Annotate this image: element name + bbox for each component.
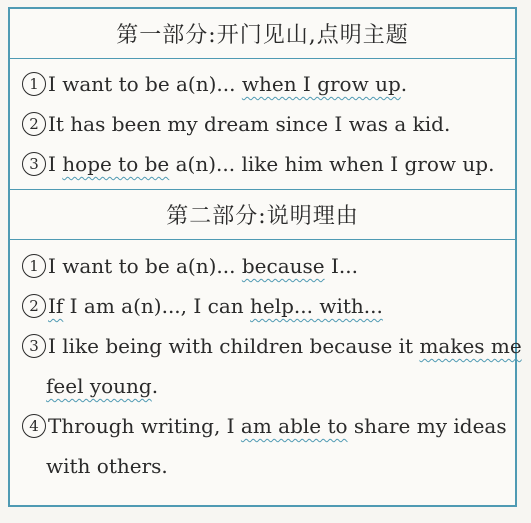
part1-body	[10, 64, 515, 190]
part1-item-3	[10, 144, 515, 184]
part2-item-4	[10, 406, 515, 446]
key-phrase: makes me	[419, 334, 522, 358]
part1-header	[10, 9, 515, 59]
key-phrase: am able to	[240, 414, 348, 438]
circled-number: 3	[22, 152, 46, 176]
item-text: It has been my dream since I was a kid.	[48, 112, 451, 136]
item-text: with others.	[46, 454, 168, 478]
key-phrase: because	[241, 254, 325, 278]
circled-number: 1	[22, 254, 46, 278]
item-text: I...	[324, 254, 358, 278]
key-phrase: help... with...	[250, 294, 383, 318]
part1-title: 第一部分:开门见山,点明主题	[116, 23, 409, 48]
key-phrase: hope to be	[62, 152, 170, 176]
item-text: Through writing, I	[48, 414, 241, 438]
circled-number: 2	[22, 294, 46, 318]
item-text: .	[151, 374, 159, 398]
part2-item-4-continued	[10, 446, 515, 486]
item-text: I want to be a(n)...	[48, 254, 242, 278]
part2-body	[10, 246, 522, 486]
item-text: I am a(n)..., I can	[63, 294, 250, 318]
item-text: share my ideas	[347, 414, 507, 438]
part1-item-2	[10, 104, 515, 144]
part2-item-1	[10, 246, 515, 286]
part2-header	[10, 190, 515, 240]
item-text: I want to be a(n)...	[48, 72, 242, 96]
item-text: I	[48, 152, 63, 176]
circled-number: 3	[22, 334, 46, 358]
circled-number: 1	[22, 72, 46, 96]
key-phrase: If	[48, 294, 64, 318]
circled-number: 2	[22, 112, 46, 136]
part2-item-2	[10, 286, 515, 326]
circled-number: 4	[22, 414, 46, 438]
key-phrase: feel young	[46, 374, 152, 398]
item-text: .	[400, 72, 408, 96]
part2-item-3-continued	[10, 366, 515, 406]
part2-title: 第二部分:说明理由	[166, 204, 359, 229]
part1-item-1	[10, 64, 515, 104]
item-text: a(n)... like him when I grow up.	[169, 152, 495, 176]
key-phrase: when I grow up	[241, 72, 401, 96]
part2-item-3	[10, 326, 522, 366]
item-text: I like being with children because it	[48, 334, 420, 358]
content-table	[8, 7, 522, 507]
